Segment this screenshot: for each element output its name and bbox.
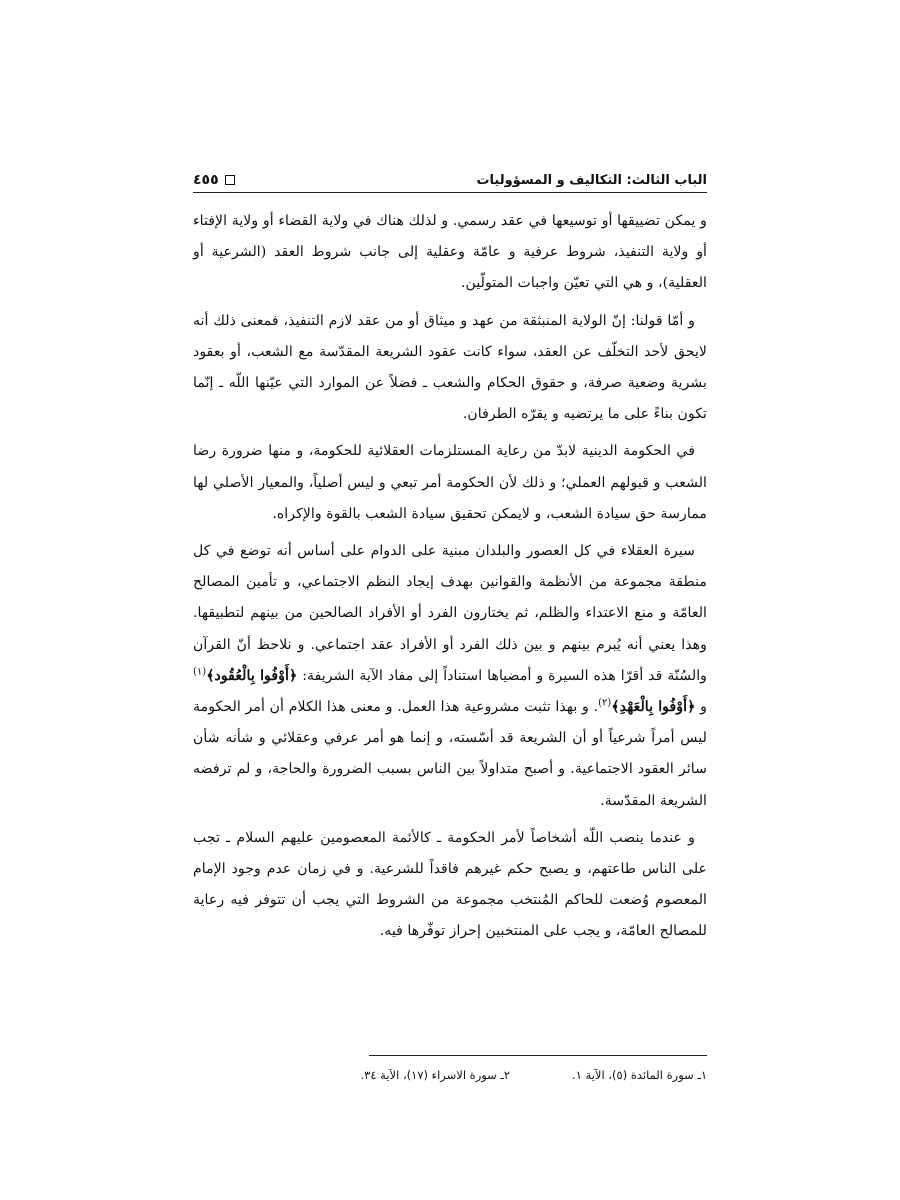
page-number-group	[193, 172, 235, 192]
page-header	[193, 166, 707, 193]
paragraph-1: و يمكن تضييقها أو توسيعها في عقد رسمي. و لذلك هناك في ولاية القضاء أو ولاية الإفتاء أو ولاية التنفيذ، شروط عرفية و عامّة وعقلية إلى جانب شروط العقد (الشرعية أو العقلية)، و هي التي تعيّن واجبات المتولّين.	[193, 213, 707, 292]
square-icon	[225, 175, 235, 185]
quran-verse-1: ﴿أَوْفُوا بِالْعُقُود﴾	[206, 667, 298, 684]
paragraph-3: في الحكومة الدينية لابدّ من رعاية المستلزمات العقلائية للحكومة، و منها ضرورة رضا الشعب و قبولهم العملي؛ و ذلك لأن الحكومة أمر تبعي و ليس أصلياً، والمعيار الأصلي لها ممارسة حق سيادة الشعب، و لايمكن تحقيق سيادة الشعب بالقوة والإكراه.	[193, 443, 707, 522]
footnote-2: ٢ـ سورة الاسراء (١٧)، الآية ٣٤.	[360, 1068, 511, 1082]
paragraph-4-part-a: سيرة العقلاء في كل العصور والبلدان مبنية على الدوام على أساس أنه توضع في كل منطقة مجموعة من الأنظمة والقوانين بهدف إيجاد النظم الاجتماعي، و تأمين المصالح العامّة و منع الاعتداء والظلم، ثم يختارون الفرد أو الأفراد الصالحين من بينهم لتطبيقها. وهذا يعني أنه يُبرم بينهم و بين ذلك الفرد أو الأفراد عقد اجتماعي. و نلاحظ أنّ القرآن والسُنّة قد أقرّا هذه السيرة و أمضياها استناداً إلى مفاد الآية الشريفة:	[193, 543, 707, 684]
paragraph-4-part-c: . و بهذا تثبت مشروعية هذا العمل. و معنى هذا الكلام أن أمر الحكومة ليس أمراً شرعياً أو أن الشريعة قد أسّسته، و إنما هو أمر عرفي وعقلائي و شأنه شأن سائر العقود الاجتماعية. و أصبح متداولاً بين الناس بسبب الضرورة والحاجة، و لم ترفضه الشريعة المقدّسة.	[193, 699, 707, 809]
main-text	[193, 206, 707, 948]
paragraph-2: و أمّا قولنا: إنّ الولاية المنبثقة من عهد و ميثاق أو من عقد لازم التنفيذ، فمعنى ذلك أنه لايحق لأحد التخلّف عن العقد، سواء كانت عقود الشريعة المقدّسة مع الشعب، أو بعقود بشرية وضعية صرفة، و حقوق الحكام والشعب ـ فضلاً عن الموارد التي عيّنها اللّه ـ إنّما تكون بناءً على ما يرتضيه و يقرّه الطرفان.	[193, 312, 707, 423]
paragraph-4	[193, 536, 707, 817]
paragraph-4-part-b: و	[695, 699, 707, 716]
running-head: الباب الثالث: التكاليف و المسؤوليات	[476, 173, 707, 188]
quran-verse-2: ﴿أَوْفُوا بِالْعَهْدِ﴾	[611, 699, 696, 716]
footnote-1: ١ـ سورة المائدة (٥)، الآية ١.	[572, 1068, 707, 1082]
page-number: ٤٥٥	[193, 172, 219, 188]
paragraph-5: و عندما ينصب اللّه أشخاصاً لأمر الحكومة ـ كالأئمة المعصومين عليهم السلام ـ تجب على الناس طاعتهم، و يصبح حكم غيرهم فاقداً للشرعية. و في زمان عدم وجود الإمام المعصوم وُضعت للحاكم المُنتخب مجموعة من الشروط التي يجب أن تتوفر فيه رعاية للمصالح العامّة، و يجب على المنتخبين إحراز توفّرها فيه.	[193, 829, 707, 940]
footnote-ref-1[interactable]: (١)	[193, 666, 207, 678]
footnote-ref-2[interactable]: (٢)	[598, 697, 612, 709]
footnotes	[285, 1068, 707, 1082]
footnote-divider	[369, 1055, 707, 1056]
